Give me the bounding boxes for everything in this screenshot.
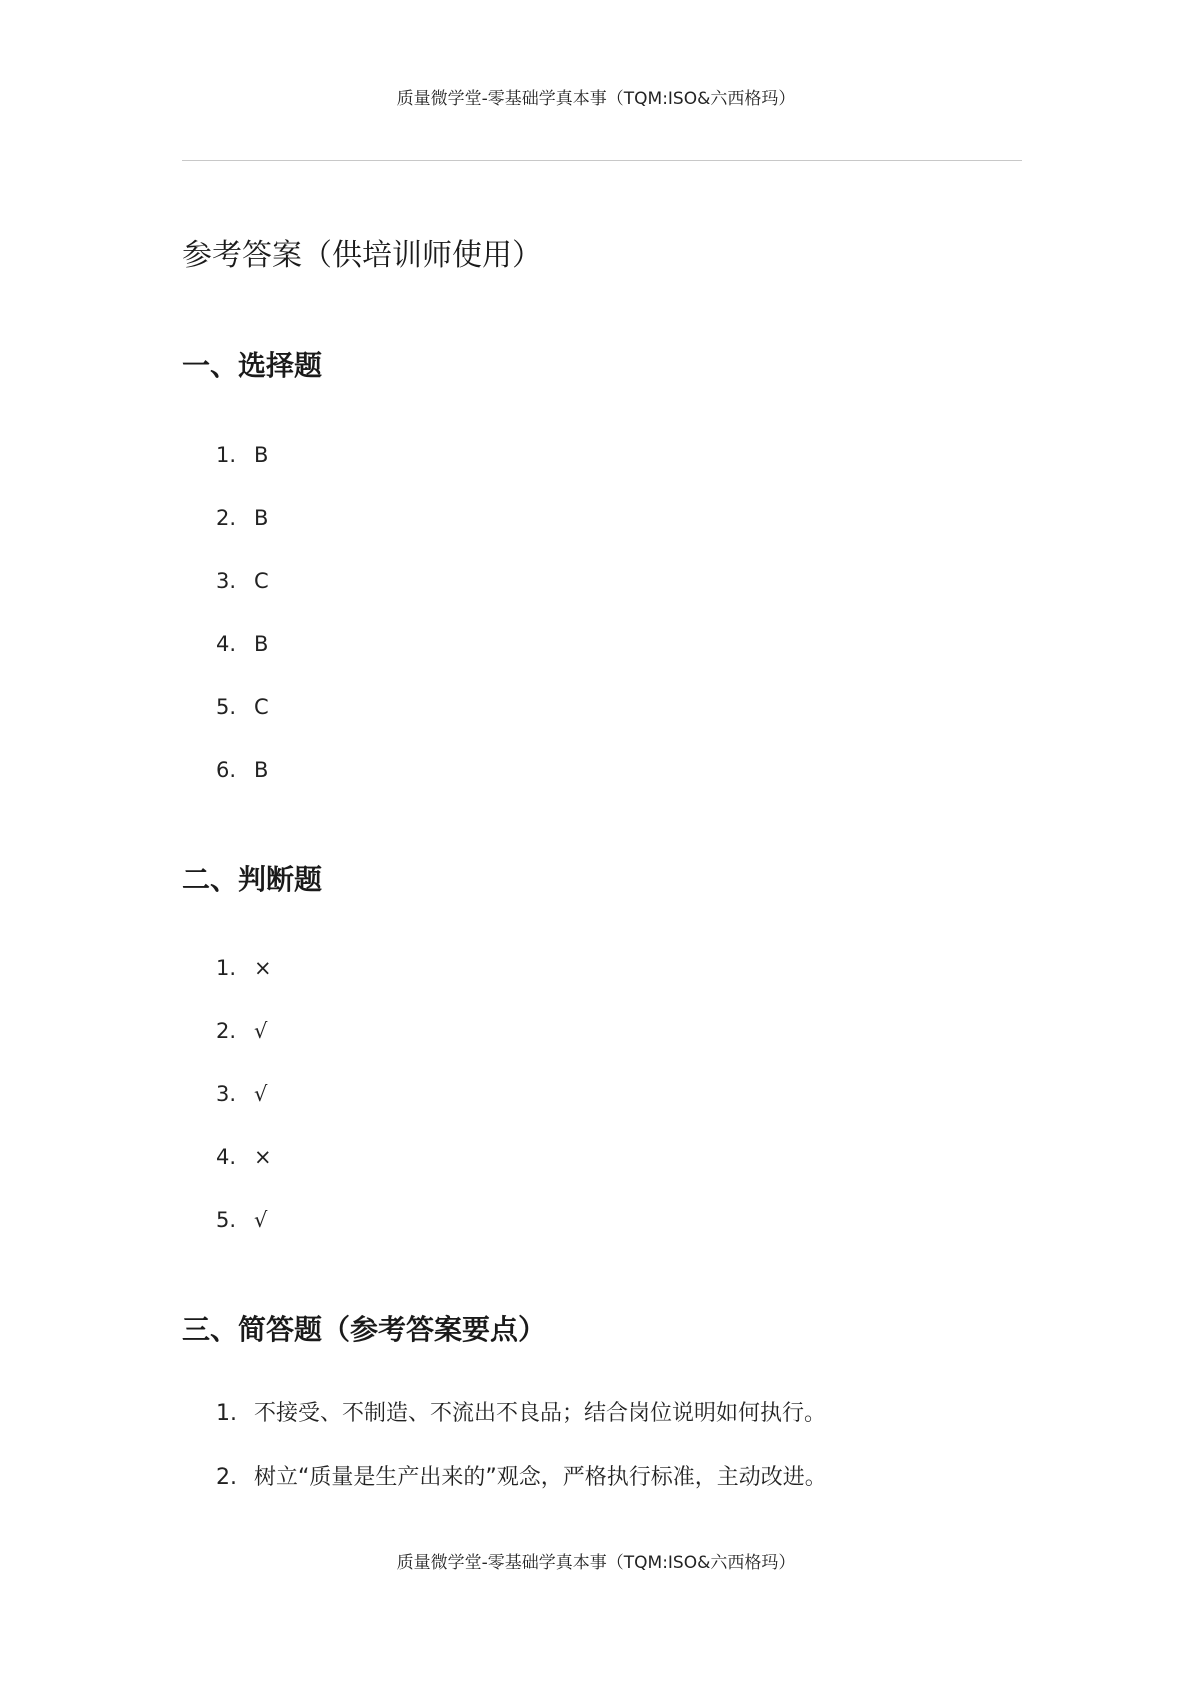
list-item bbox=[216, 953, 272, 1016]
judgment-answer-list bbox=[216, 953, 272, 1268]
item-answer: √ bbox=[254, 1019, 268, 1043]
item-answer: B bbox=[254, 758, 269, 782]
item-answer: × bbox=[254, 1145, 272, 1169]
item-number: 5. bbox=[216, 695, 237, 719]
item-answer: √ bbox=[254, 1208, 268, 1232]
list-item bbox=[216, 1079, 272, 1142]
document-title: 参考答案（供培训师使用） bbox=[182, 238, 542, 273]
item-number: 2. bbox=[216, 1019, 237, 1043]
item-answer: × bbox=[254, 956, 272, 980]
item-number: 1. bbox=[216, 1401, 237, 1426]
item-answer: √ bbox=[254, 1082, 268, 1106]
page-header: 质量微学堂-零基础学真本事（TQM:ISO&六西格玛） bbox=[396, 89, 796, 109]
item-answer: B bbox=[254, 443, 269, 467]
list-item bbox=[216, 755, 269, 818]
list-item bbox=[216, 629, 269, 692]
item-answer: B bbox=[254, 632, 269, 656]
item-answer: 不接受、不制造、不流出不良品；结合岗位说明如何执行。 bbox=[254, 1401, 827, 1426]
item-number: 6. bbox=[216, 758, 237, 782]
item-answer: 树立“质量是生产出来的”观念，严格执行标准，主动改进。 bbox=[254, 1465, 827, 1490]
item-answer: C bbox=[254, 695, 269, 719]
list-item bbox=[216, 692, 269, 755]
list-item bbox=[216, 566, 269, 629]
item-answer: B bbox=[254, 506, 269, 530]
list-item bbox=[216, 1462, 827, 1526]
list-item bbox=[216, 1205, 272, 1268]
item-number: 5. bbox=[216, 1208, 237, 1232]
list-item bbox=[216, 503, 269, 566]
item-number: 1. bbox=[216, 443, 237, 467]
short-answer-list bbox=[216, 1398, 827, 1526]
list-item bbox=[216, 1142, 272, 1205]
item-answer: C bbox=[254, 569, 269, 593]
choice-answer-list bbox=[216, 440, 269, 818]
list-item bbox=[216, 1398, 827, 1462]
section-heading-judgment: 二、判断题 bbox=[182, 863, 323, 896]
item-number: 2. bbox=[216, 1465, 237, 1490]
list-item bbox=[216, 440, 269, 503]
item-number: 2. bbox=[216, 506, 237, 530]
page-footer: 质量微学堂-零基础学真本事（TQM:ISO&六西格玛） bbox=[396, 1553, 796, 1573]
section-heading-choice: 一、选择题 bbox=[182, 349, 323, 382]
item-number: 4. bbox=[216, 632, 237, 656]
section-heading-short-answer: 三、简答题（参考答案要点） bbox=[182, 1313, 547, 1346]
item-number: 1. bbox=[216, 956, 237, 980]
item-number: 4. bbox=[216, 1145, 237, 1169]
list-item bbox=[216, 1016, 272, 1079]
item-number: 3. bbox=[216, 1082, 237, 1106]
item-number: 3. bbox=[216, 569, 237, 593]
header-divider bbox=[182, 160, 1022, 161]
